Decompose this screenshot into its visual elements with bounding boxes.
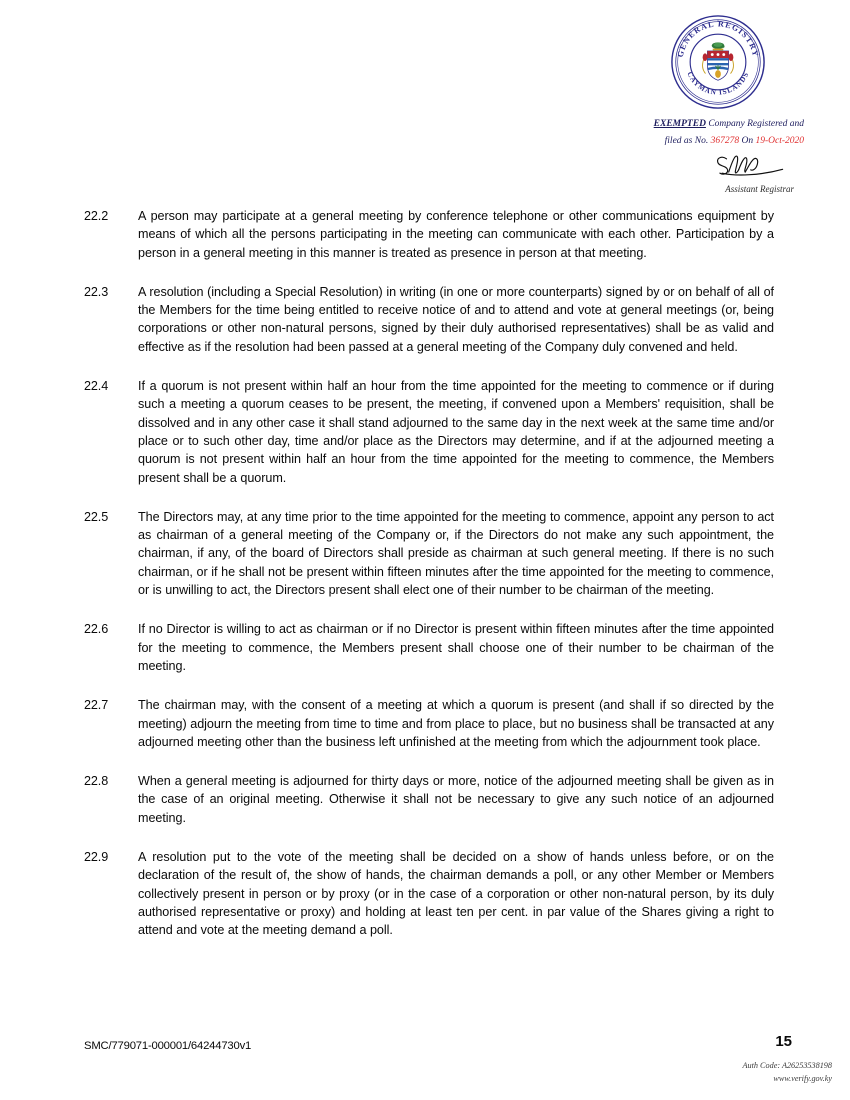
- stamp-line-filed: [628, 133, 804, 150]
- clause-number: 22.4: [84, 379, 109, 394]
- clause-22-6: [84, 620, 774, 675]
- clause-22-3: [84, 283, 774, 356]
- clause-body: If a quorum is not present within half an hour from the time appointed for the meeting to commence or if during such a meeting a quorum ceases to be present, the meeting, if convened upon a Members' requisition, shall be dissolved and in any other case it shall stand adjourned to the same day in the next week at the same time and/or place or to such other day, time and/or place as the Directors may determine, and if at the adjourned meeting a quorum is not present within half an hour from the time appointed for the meeting to commence, the Members present shall be a quorum.: [138, 379, 774, 485]
- clause-number: 22.9: [84, 850, 109, 865]
- clause-number: 22.6: [84, 622, 109, 637]
- stamp-filed-label: filed as No.: [664, 135, 709, 146]
- clause-body: If no Director is willing to act as chairman or if no Director is present within fifteen minutes after the time appointed for the meeting to commence, the Members present shall choose one of their number to be chairman of the meeting.: [138, 622, 774, 673]
- auth-code: Auth Code: A26253538198: [742, 1061, 832, 1070]
- stamp-exempted-label: EXEMPTED: [653, 119, 706, 129]
- clause-body: A resolution (including a Special Resolution) in writing (in one or more counterparts) signed by or on behalf of all of the Members for the time being entitled to receive notice of and to attend and vote at general meetings (or, being corporations or other non-natural persons, signed by their duly authorised representatives) shall be as valid and effective as if the resolution had been passed at a general meeting of the Company duly convened and held.: [138, 284, 774, 354]
- stamp-line-registered: [628, 116, 804, 133]
- page-number: 15: [775, 1033, 792, 1050]
- clause-body: The chairman may, with the consent of a meeting at which a quorum is present (and shall if so directed by the meeting) adjourn the meeting from time to time and from place to place, but no business shall be transacted at any adjourned meeting other than the business left unfinished at the meeting from which the adjournment took place.: [138, 698, 774, 749]
- clause-22-2: [84, 207, 774, 262]
- clause-body: The Directors may, at any time prior to the time appointed for the meeting to commence, appoint any person to act as chairman of a general meeting of the Company or, if the Directors do not make any such appointment, the chairman, if any, of the board of Directors shall preside as chairman at such general meeting. If there is no such chairman, or if he shall not be present within fifteen minutes after the time appointed for the meeting to commence, or is unwilling to act, the Directors present shall elect one of their number to be chairman of the meeting.: [138, 509, 774, 598]
- footer-document-reference: SMC/779071-000001/64244730v1: [84, 1040, 252, 1052]
- clause-22-4: [84, 377, 774, 487]
- clause-body: A person may participate at a general meeting by conference telephone or other communications equipment by means of which all the persons participating in the meeting can communicate with each other. Participation by a person in a general meeting in this manner is treated as presence in person at that meeting.: [138, 209, 774, 260]
- clause-number: 22.3: [84, 284, 109, 299]
- clause-number: 22.8: [84, 774, 109, 789]
- registry-stamp: [628, 14, 808, 194]
- handwritten-signature-icon: [710, 151, 798, 181]
- seal-container: [628, 14, 808, 110]
- stamp-filing-number: 367278: [710, 135, 740, 146]
- signature-container: [628, 151, 808, 186]
- stamp-text-block: [628, 116, 808, 149]
- stamp-registered-text: Company Registered and: [708, 119, 804, 129]
- svg-text:GENERAL REGISTRY: GENERAL REGISTRY: [675, 19, 761, 59]
- clause-22-9: [84, 848, 774, 939]
- clause-number: 22.7: [84, 698, 109, 713]
- footer-auth-block: [743, 1060, 832, 1085]
- clause-22-7: [84, 696, 774, 751]
- stamp-on-label: On: [741, 135, 754, 146]
- clause-body: When a general meeting is adjourned for thirty days or more, notice of the adjourned meeting shall be given as in the case of an original meeting. Otherwise it shall not be necessary to give any such notice of an adjourned meeting.: [138, 774, 774, 825]
- clause-list: [84, 207, 774, 961]
- stamp-filing-date: 19-Oct-2020: [755, 135, 804, 146]
- svg-text:CAYMAN ISLANDS: CAYMAN ISLANDS: [685, 70, 751, 97]
- signature-caption: Assistant Registrar: [725, 184, 794, 195]
- general-registry-seal-icon: [670, 14, 766, 110]
- clause-22-5: [84, 508, 774, 599]
- clause-body: A resolution put to the vote of the meeting shall be decided on a show of hands unless before, or on the declaration of the result of, the show of hands, the chairman demands a poll, or any other Member or Members collectively present in person or by proxy (or in the case of a corporation or other non-natural person, by its duly authorised representative or proxy) and holding at least ten per cent. in par value of the Shares giving a right to attend and vote at the meeting demand a poll.: [138, 850, 774, 938]
- clause-number: 22.2: [84, 209, 109, 223]
- clause-22-8: [84, 772, 774, 827]
- verify-url: www.verify.gov.ky: [773, 1073, 832, 1083]
- clause-number: 22.5: [84, 509, 109, 524]
